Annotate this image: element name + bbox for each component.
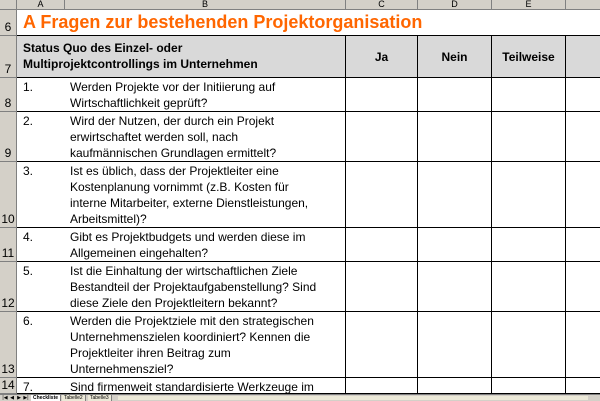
teilweise-answer-cell[interactable] <box>492 228 566 262</box>
question-text-line: Wird der Nutzen, der durch ein Projekt <box>70 114 275 128</box>
question-text-line: Bestandteil der Projektaufgabenstellung? Sind <box>70 280 317 294</box>
question-number: 4. <box>23 230 34 244</box>
question-number: 1. <box>23 80 34 94</box>
next-sheet-icon[interactable]: ▶ <box>17 395 21 401</box>
horizontal-scrollbar[interactable] <box>118 396 588 400</box>
question-cell[interactable] <box>17 312 346 378</box>
question-text-line: diese Ziele den Projektleitern bekannt? <box>70 296 278 310</box>
teilweise-answer-cell[interactable] <box>492 378 566 394</box>
nein-header[interactable]: Nein <box>418 36 492 78</box>
status-quo-header[interactable] <box>17 36 346 78</box>
row-header-6[interactable]: 6 <box>0 10 17 36</box>
question-text-line: erwirtschaftet werden soll, nach <box>70 130 239 144</box>
question-number: 7. <box>23 380 34 394</box>
teilweise-answer-cell[interactable] <box>492 78 566 112</box>
question-text-line: Werden Projekte vor der Initiierung auf <box>70 80 276 94</box>
ja-header[interactable]: Ja <box>346 36 418 78</box>
question-text-line: Wirtschaftlichkeit geprüft? <box>70 96 208 110</box>
row-header-7[interactable]: 7 <box>0 36 17 78</box>
select-all-corner[interactable] <box>0 0 17 10</box>
question-text-line: Ist es üblich, dass der Projektleiter eine <box>70 164 279 178</box>
question-text-line: Sind firmenweit standardisierte Werkzeuge im <box>70 380 314 394</box>
row-header-11[interactable]: 11 <box>0 228 17 262</box>
column-header-b[interactable]: B <box>65 0 346 10</box>
last-sheet-icon[interactable]: ▶| <box>23 395 29 401</box>
question-text-line: Kostenplanung vornimmt (z.B. Kosten für <box>70 180 289 194</box>
question-text <box>70 379 360 395</box>
question-text <box>70 263 360 311</box>
column-header-a[interactable]: A <box>17 0 65 10</box>
question-text-line: Arbeitsmittel)? <box>70 212 147 226</box>
prev-sheet-icon[interactable]: ◀ <box>10 395 14 401</box>
question-cell[interactable] <box>17 112 346 162</box>
empty-cell[interactable] <box>566 228 600 262</box>
column-header-e[interactable]: E <box>492 0 566 10</box>
question-text-line: Werden die Projektziele mit den strategischen <box>70 314 314 328</box>
nein-answer-cell[interactable] <box>418 378 492 394</box>
question-cell[interactable] <box>17 78 346 112</box>
empty-cell[interactable] <box>566 312 600 378</box>
question-text <box>70 229 360 261</box>
question-text-line: Unternehmensziel? <box>70 362 174 376</box>
question-text-line: Unternehmenszielen koordiniert? Kennen die <box>70 330 311 344</box>
nein-answer-cell[interactable] <box>418 228 492 262</box>
ja-answer-cell[interactable] <box>346 228 418 262</box>
ja-answer-cell[interactable] <box>346 312 418 378</box>
empty-cell[interactable] <box>566 262 600 312</box>
sheet-tab-tabelle2[interactable]: Tabelle2 <box>62 395 86 401</box>
nein-answer-cell[interactable] <box>418 112 492 162</box>
question-text <box>70 113 360 161</box>
question-cell[interactable] <box>17 378 346 394</box>
row-header-8[interactable]: 8 <box>0 78 17 112</box>
ja-answer-cell[interactable] <box>346 262 418 312</box>
empty-header-cell[interactable] <box>566 36 600 78</box>
question-text <box>70 163 360 227</box>
question-number: 3. <box>23 164 34 178</box>
question-text-line: kaufmännischen Grundlagen ermittelt? <box>70 146 277 160</box>
sheet-tab-tabelle3[interactable]: Tabelle3 <box>88 395 112 401</box>
ja-answer-cell[interactable] <box>346 78 418 112</box>
row-header-14[interactable]: 14 <box>0 378 17 394</box>
teilweise-answer-cell[interactable] <box>492 262 566 312</box>
teilweise-answer-cell[interactable] <box>492 162 566 228</box>
row-header-13[interactable]: 13 <box>0 312 17 378</box>
question-text-line: Allgemeinen eingehalten? <box>70 246 209 260</box>
status-quo-header-line2: Multiprojektcontrollings im Unternehmen <box>23 57 258 71</box>
question-text-line: Ist die Einhaltung der wirtschaftlichen Ziele <box>70 264 298 278</box>
nein-answer-cell[interactable] <box>418 78 492 112</box>
empty-cell[interactable] <box>566 78 600 112</box>
first-sheet-icon[interactable]: |◀ <box>2 395 8 401</box>
question-text-line: interne Mitarbeiter, externe Dienstleistungen, <box>70 196 309 210</box>
empty-cell[interactable] <box>566 378 600 394</box>
question-number: 5. <box>23 264 34 278</box>
question-number: 2. <box>23 114 34 128</box>
column-header-c[interactable]: C <box>346 0 418 10</box>
nein-answer-cell[interactable] <box>418 312 492 378</box>
question-text-line: Gibt es Projektbudgets und werden diese im <box>70 230 306 244</box>
row-header-10[interactable]: 10 <box>0 162 17 228</box>
row-header-12[interactable]: 12 <box>0 262 17 312</box>
status-quo-header-line1: Status Quo des Einzel- oder <box>23 41 183 55</box>
ja-answer-cell[interactable] <box>346 112 418 162</box>
ja-answer-cell[interactable] <box>346 162 418 228</box>
question-text-line: Projektleiter ihren Beitrag zum <box>70 346 231 360</box>
empty-cell[interactable] <box>566 162 600 228</box>
question-cell[interactable] <box>17 162 346 228</box>
section-title[interactable]: A Fragen zur bestehenden Projektorganisation <box>17 10 600 36</box>
row-header-9[interactable]: 9 <box>0 112 17 162</box>
teilweise-header[interactable]: Teilweise <box>492 36 566 78</box>
teilweise-answer-cell[interactable] <box>492 312 566 378</box>
nein-answer-cell[interactable] <box>418 162 492 228</box>
nein-answer-cell[interactable] <box>418 262 492 312</box>
column-header-d[interactable]: D <box>418 0 492 10</box>
question-number: 6. <box>23 314 34 328</box>
teilweise-answer-cell[interactable] <box>492 112 566 162</box>
empty-cell[interactable] <box>566 112 600 162</box>
question-cell[interactable] <box>17 262 346 312</box>
question-text <box>70 79 360 111</box>
question-text <box>70 313 360 377</box>
question-cell[interactable] <box>17 228 346 262</box>
sheet-tab-checkliste[interactable]: Checkliste <box>31 395 61 401</box>
ja-answer-cell[interactable] <box>346 378 418 394</box>
column-header-f[interactable] <box>566 0 600 10</box>
